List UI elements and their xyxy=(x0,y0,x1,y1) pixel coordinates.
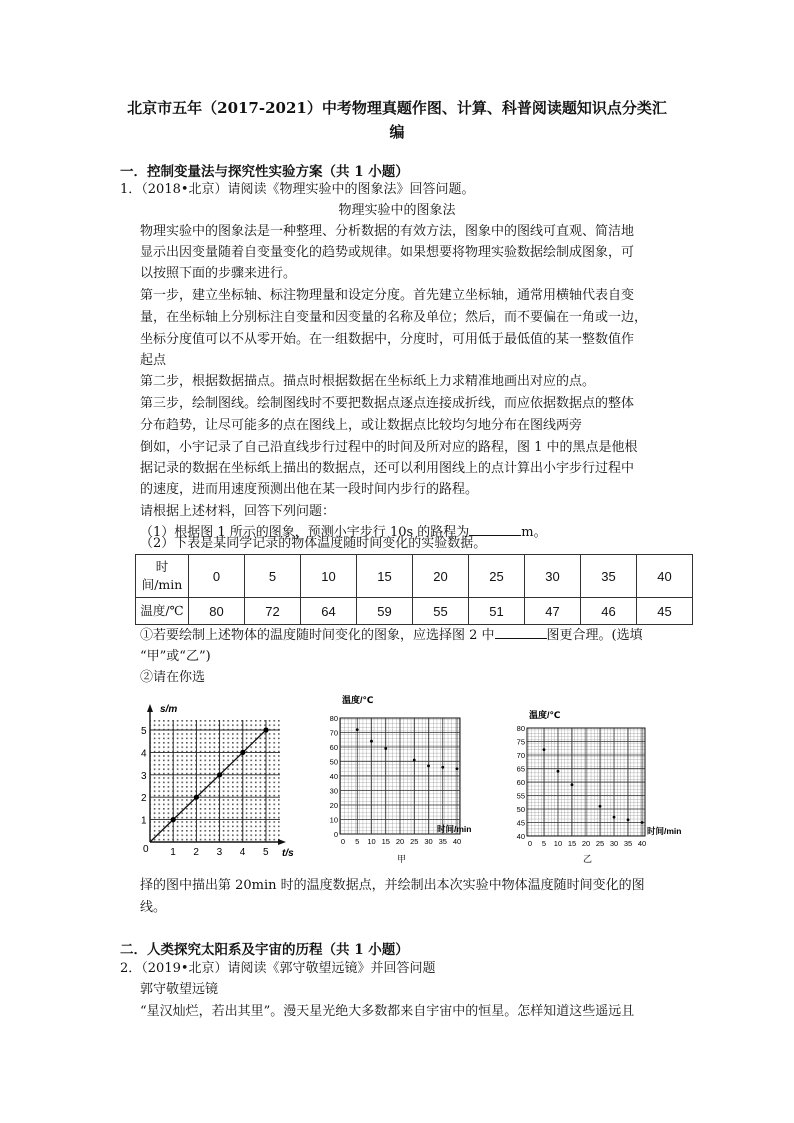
data-point xyxy=(217,772,222,777)
table-cell: 80 xyxy=(189,598,245,625)
table-cell: 55 xyxy=(413,598,469,625)
x-tick-label: 35 xyxy=(623,839,633,848)
x-tick-label: 4 xyxy=(239,847,246,858)
article-line: 的速度，进而用速度预测出他在某一段时间内步行的路程。 xyxy=(140,482,479,497)
y-tick-label: 40 xyxy=(329,772,338,781)
x-tick-label: 30 xyxy=(609,839,619,848)
article-line: 物理实验中的图象法是一种整理、分析数据的有效方法，图象中的图线可直观、简洁地 xyxy=(140,224,635,239)
data-point xyxy=(384,747,387,750)
x-axis-label: 时间/min xyxy=(437,824,472,834)
table-cell: 51 xyxy=(469,598,525,625)
table-cell: 25 xyxy=(469,555,525,598)
article-line: 显示出因变量随着自变量变化的趋势或规律。如果想要将物理实验数据绘制成图象，可 xyxy=(140,245,635,260)
x-tick-label: 25 xyxy=(595,839,605,848)
table-cell: 64 xyxy=(301,598,357,625)
y-tick-label: 0 xyxy=(333,830,338,839)
figure-caption: 甲 xyxy=(397,854,407,864)
y-axis-arrow xyxy=(147,704,153,712)
question1-part1-unit: m。 xyxy=(521,525,547,540)
data-point xyxy=(456,767,459,770)
article-line: 请根据上述材料，回答下列问题： xyxy=(140,504,336,519)
table-header-temp: 温度/℃ xyxy=(136,598,189,625)
y-tick-label: 2 xyxy=(141,793,147,805)
y-tick-label: 50 xyxy=(516,805,525,814)
data-point xyxy=(370,740,373,743)
x-tick-label: 15 xyxy=(567,839,577,848)
x-tick-label: 40 xyxy=(452,837,462,846)
question2-sub1-text: ①若要绘制上述物体的温度随时间变化的图象，应选择图 2 中 xyxy=(140,628,495,643)
data-point xyxy=(356,728,359,731)
article-line: 以按照下面的步骤来进行。 xyxy=(140,266,297,281)
data-point xyxy=(441,766,444,769)
article-line: 第二步，根据数据描点。描点时根据数据在坐标纸上力求精准地画出对应的点。 xyxy=(140,374,596,389)
y-tick-label: 4 xyxy=(141,748,147,760)
y-tick-label: 45 xyxy=(516,818,525,828)
question2-sub1-cont: “甲”或“乙”) xyxy=(140,649,211,664)
answer-blank[interactable] xyxy=(495,626,547,639)
x-tick-label: 5 xyxy=(263,847,269,858)
article-line: 量，在坐标轴上分别标注自变量和因变量的名称及单位；然后，而不要偏在一角或一边， xyxy=(140,310,648,325)
y-tick-label: 60 xyxy=(516,778,525,787)
table-cell: 20 xyxy=(413,555,469,598)
data-point xyxy=(571,783,574,786)
data-point xyxy=(427,764,430,767)
data-point xyxy=(171,817,176,822)
y-axis-label: 温度/℃ xyxy=(342,695,374,705)
x-tick-label: 3 xyxy=(216,847,223,858)
table-cell: 35 xyxy=(581,555,637,598)
figure1-graph xyxy=(140,698,294,859)
y-tick-label: 55 xyxy=(516,791,525,801)
figure-caption: 乙 xyxy=(583,854,593,864)
y-tick-label: 75 xyxy=(516,737,525,747)
y-tick-label: 50 xyxy=(329,757,338,767)
y-tick-label: 80 xyxy=(329,714,338,723)
question2-sub1-tail: 图更合理。(选填 xyxy=(546,628,643,643)
x-tick-label: 15 xyxy=(381,837,390,846)
y-tick-label: 80 xyxy=(516,724,525,733)
table-cell: 30 xyxy=(525,555,581,598)
y-axis-label: s/m xyxy=(160,704,178,715)
x-tick-label: 5 xyxy=(355,837,360,846)
y-tick-label: 70 xyxy=(516,751,525,760)
data-point xyxy=(194,795,199,800)
x-tick-label: 2 xyxy=(193,847,199,858)
section2-heading: 二．人类探究太阳系及宇宙的历程（共 1 小题） xyxy=(120,942,409,958)
article-line: 第一步，建立坐标轴、标注物理量和设定分度。首先建立坐标轴，通常用横轴代表自变 xyxy=(140,288,635,303)
data-point xyxy=(641,821,644,824)
x-axis-label: 时间/min xyxy=(647,826,682,836)
table-cell: 5 xyxy=(245,555,301,598)
x-tick-label: 25 xyxy=(410,837,419,846)
article-line: 坐标分度值可以不从零开始。在一组数据中，分度时，可用低于最低值的某一整数值作 xyxy=(140,332,635,347)
y-tick-label: 20 xyxy=(329,801,338,810)
article-line: 据记录的数据在坐标纸上描出的数据点，还可以利用图线上的点计算出小宇步行过程中 xyxy=(140,461,635,476)
x-tick-label: 0 xyxy=(340,837,346,846)
table-cell: 40 xyxy=(637,555,693,598)
table-cell: 59 xyxy=(357,598,413,625)
table-cell: 72 xyxy=(245,598,301,625)
data-point xyxy=(263,727,268,732)
x-tick-label: 20 xyxy=(395,837,405,846)
x-tick-label: 0 xyxy=(527,839,533,848)
figure-jia-graph xyxy=(322,690,472,866)
question2-header: 2．（2019•北京）请阅读《郭守敬望远镜》并回答问题 xyxy=(120,961,436,976)
question1-header: 1．（2018•北京）请阅读《物理实验中的图象法》回答问题。 xyxy=(120,182,475,197)
x-tick-label: 5 xyxy=(541,839,547,848)
table-cell: 47 xyxy=(525,598,581,625)
data-point xyxy=(627,818,630,821)
table-cell: 45 xyxy=(637,598,693,625)
x-tick-label: 1 xyxy=(170,847,176,858)
article-line: 倒如，小宇记录了自己沿直线步行过程中的时间及所对应的路程，图 1 中的黑点是他根 xyxy=(140,440,638,455)
table-cell: 15 xyxy=(357,555,413,598)
y-axis-label: 温度/℃ xyxy=(529,710,561,720)
y-tick-label: 5 xyxy=(141,726,147,737)
data-point xyxy=(557,770,560,773)
data-point xyxy=(240,750,245,755)
question2-sub2: ②请在你选 xyxy=(140,670,206,685)
x-tick-label: 35 xyxy=(438,837,447,846)
y-tick-label: 1 xyxy=(141,815,147,827)
article-title: 物理实验中的图象法 xyxy=(338,203,456,218)
figure-yi-graph xyxy=(505,700,695,868)
table-header-time: 时间/min xyxy=(136,555,189,598)
table-cell: 0 xyxy=(189,555,245,598)
y-tick-label: 3 xyxy=(141,770,147,782)
section1-heading: 一．控制变量法与探究性实验方案（共 1 小题） xyxy=(120,164,409,180)
origin-label: 0 xyxy=(143,844,149,855)
data-point xyxy=(613,816,616,819)
y-tick-label: 30 xyxy=(329,786,338,796)
x-tick-label: 10 xyxy=(553,839,563,848)
article-line: 起点 xyxy=(140,353,167,368)
page-title-cont: 编 xyxy=(389,123,405,141)
article-line: 第三步，绘制图线。绘制图线时不要把数据点逐点连接成折线，而应依据数据点的整体 xyxy=(140,396,635,411)
article-line: 分布趋势，让尽可能多的点在图线上，或让数据点比较均匀地分布在图线两旁 xyxy=(140,418,583,433)
x-tick-label: 40 xyxy=(637,839,647,848)
data-point xyxy=(413,759,416,762)
y-tick-label: 40 xyxy=(516,832,525,841)
table-row-temp xyxy=(136,598,693,625)
article-line: “星汉灿烂，若出其里”。漫天星光绝大多数都来自宇宙中的恒星。怎样知道这些遥远且 xyxy=(140,1004,635,1019)
article-title: 郭守敬望远镜 xyxy=(140,982,219,997)
data-point xyxy=(599,805,602,808)
x-tick-label: 10 xyxy=(367,837,376,846)
x-axis-arrow xyxy=(278,839,286,845)
question2-sub1 xyxy=(140,626,643,646)
question1-part1-text: （1）根据图 1 所示的图象，预测小宇步行 10s 的路程为 xyxy=(140,525,470,540)
x-tick-label: 20 xyxy=(581,839,591,848)
table-row-time xyxy=(136,555,693,598)
question1-part2: （2）下表是某同学记录的物体温度随时间变化的实验数据。 xyxy=(140,536,487,551)
y-tick-label: 60 xyxy=(329,743,338,752)
data-point xyxy=(543,748,546,751)
temperature-table xyxy=(135,554,693,625)
x-tick-label: 30 xyxy=(424,837,433,846)
x-axis-label: t/s xyxy=(282,848,294,859)
y-tick-label: 65 xyxy=(516,764,525,774)
y-tick-label: 10 xyxy=(329,815,338,825)
y-tick-label: 70 xyxy=(329,728,338,738)
page-title: 北京市五年（2017-2021）中考物理真题作图、计算、科普阅读题知识点分类汇 xyxy=(127,99,667,117)
question2-sub2-cont: 择的图中描出第 20min 时的温度数据点，并绘制出本次实验中物体温度随时间变化的图 xyxy=(140,878,645,893)
question2-sub2-cont: 线。 xyxy=(140,900,167,915)
table-cell: 10 xyxy=(301,555,357,598)
table-cell: 46 xyxy=(581,598,637,625)
